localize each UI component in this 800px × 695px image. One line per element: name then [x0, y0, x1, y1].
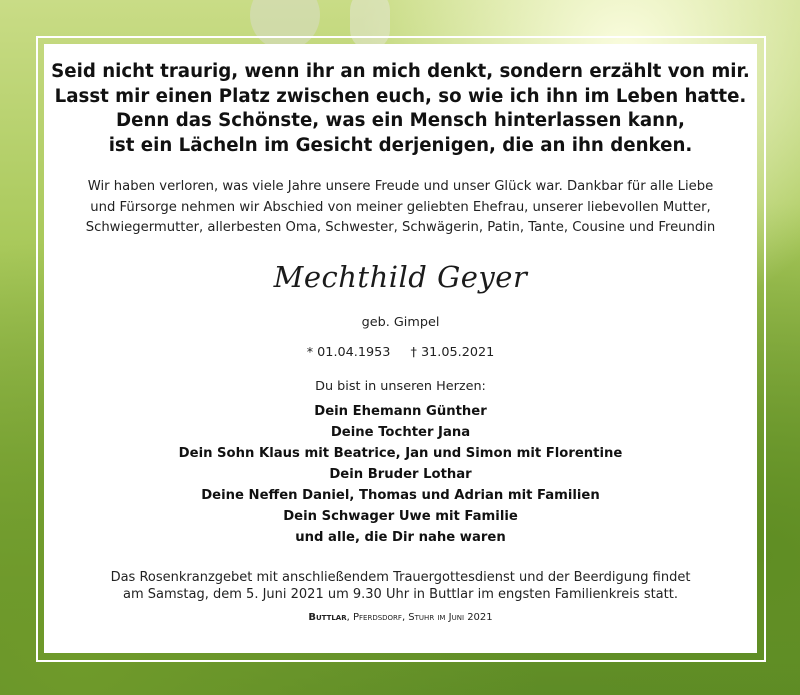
- life-dates: [44, 345, 757, 360]
- motto-line: Lasst mir einen Platz zwischen euch, so wie ich ihn im Leben hatte.: [54, 85, 747, 107]
- place-town: Buttlar: [308, 612, 347, 623]
- intro-line: Schwiegermutter, allerbesten Oma, Schwester, Schwägerin, Patin, Tante, Cousine und Freundin: [85, 220, 716, 235]
- place-rest: , Pferdsdorf, Stuhr im Juni 2021: [346, 612, 493, 623]
- birth-date: * 01.04.1953: [306, 345, 391, 360]
- hearts-line: Du bist in unseren Herzen:: [315, 379, 486, 394]
- intro-text: [44, 177, 757, 239]
- mourner-line: Dein Ehemann Günther: [314, 404, 487, 419]
- obituary-panel: [44, 44, 757, 653]
- place-date-line: [44, 612, 757, 623]
- funeral-info-line: Das Rosenkranzgebet mit anschließendem Trauergottesdienst und der Beerdigung findet: [110, 570, 691, 585]
- intro-line: und Fürsorge nehmen wir Abschied von meiner geliebten Ehefrau, unserer liebevollen Mutter,: [90, 199, 711, 215]
- funeral-info-line: am Samstag, dem 5. Juni 2021 um 9.30 Uhr in Buttlar im engsten Familienkreis statt.: [123, 587, 678, 602]
- mourner-line: Dein Bruder Lothar: [329, 467, 472, 482]
- intro-line: Wir haben verloren, was viele Jahre unsere Freude und unser Glück war. Dankbar für alle Liebe: [87, 179, 714, 194]
- mourner-line: Dein Sohn Klaus mit Beatrice, Jan und Simon mit Florentine: [178, 446, 623, 461]
- mourner-line: Dein Schwager Uwe mit Familie: [283, 509, 518, 524]
- mourner-line: und alle, die Dir nahe waren: [295, 530, 506, 545]
- death-date: † 31.05.2021: [410, 345, 495, 360]
- funeral-info: [44, 569, 757, 603]
- motto-line: Seid nicht traurig, wenn ihr an mich denkt, sondern erzählt von mir.: [51, 61, 750, 82]
- motto-poem: [44, 60, 757, 158]
- maiden-name: geb. Gimpel: [361, 315, 440, 330]
- motto-line: Denn das Schönste, was ein Mensch hinterlassen kann,: [116, 110, 685, 131]
- deceased-name: Mechthild Geyer: [273, 260, 528, 294]
- mourner-line: Deine Neffen Daniel, Thomas und Adrian mit Familien: [201, 488, 600, 503]
- mourners-list: [44, 401, 757, 548]
- mourner-line: Deine Tochter Jana: [330, 425, 471, 440]
- motto-line: ist ein Lächeln im Gesicht derjenigen, die an ihn denken.: [108, 134, 693, 156]
